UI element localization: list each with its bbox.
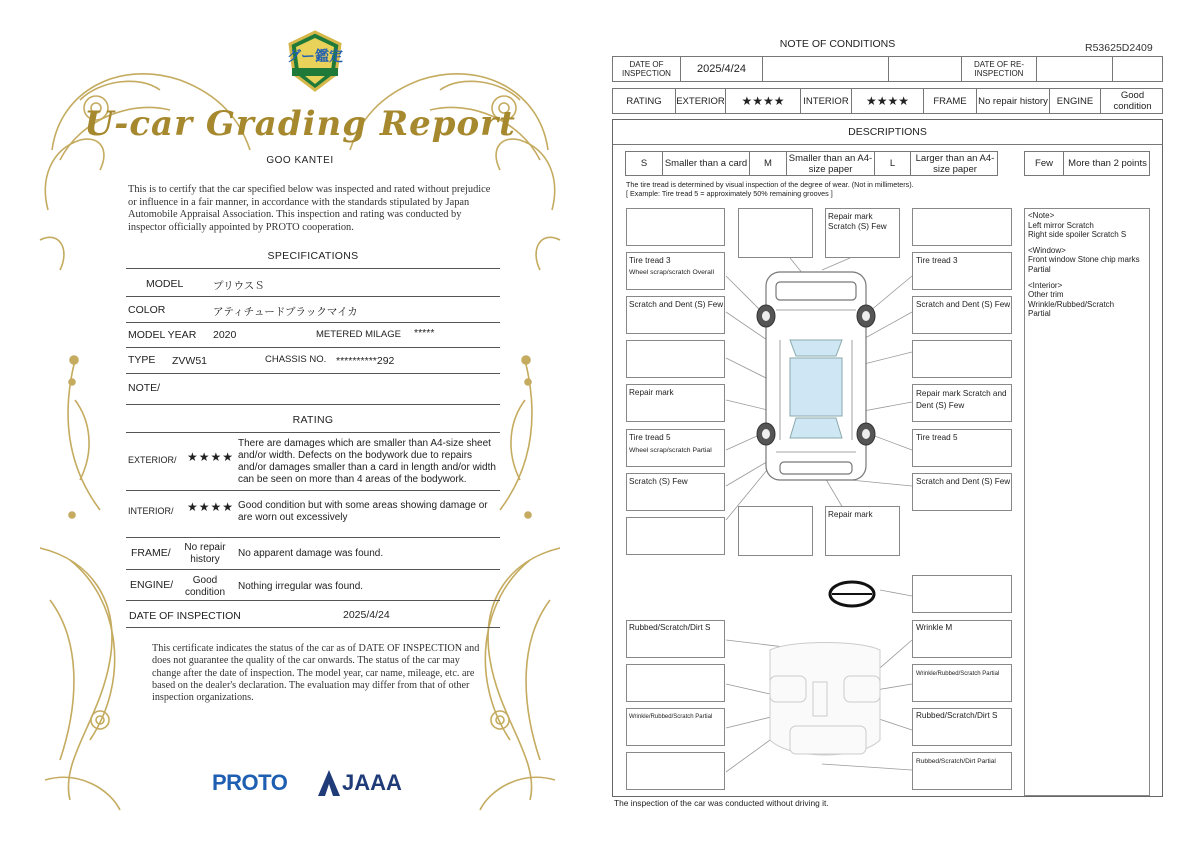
interior-note-right-3: Rubbed/Scratch/Dirt S <box>916 711 998 720</box>
damage-note-front: Repair mark Scratch (S) Few <box>828 212 887 231</box>
damage-note-front-left-tire: Tire tread 3 <box>629 256 671 265</box>
damage-note-front-right-tire: Tire tread 3 <box>916 256 958 265</box>
engine-label: ENGINE/ <box>130 579 174 591</box>
empty-cell <box>1113 57 1164 81</box>
date-of-inspection-value: 2025/4/24 <box>681 57 763 81</box>
goo-kantei-badge-icon <box>286 30 344 92</box>
date-of-inspection-label: DATE OF INSPECTION <box>613 57 681 81</box>
date-of-reinspection-value <box>1037 57 1113 81</box>
damage-note-left-5: Repair mark <box>629 388 674 397</box>
interior-label: INTERIOR/ <box>128 506 174 516</box>
rating-heading: RATING <box>292 414 334 426</box>
metered-mileage-value: ***** <box>414 327 435 339</box>
date-of-inspection-value: 2025/4/24 <box>343 609 390 621</box>
exterior-stars: ★★★★ <box>187 450 235 464</box>
date-of-reinspection-label: DATE OF RE-INSPECTION <box>962 57 1037 81</box>
interior-note-right-2: Wrinkle/Rubbed/Scratch Partial <box>916 671 1000 677</box>
damage-note-rear-left-wheel: Wheel scrap/scratch Partial <box>629 447 712 454</box>
model-year-label: MODEL YEAR <box>128 329 197 341</box>
divider <box>126 268 500 269</box>
damage-note-right-5: Repair mark Scratch and Dent (S) Few <box>916 389 1007 410</box>
damage-box <box>912 208 1012 246</box>
note-line: <Window> <box>1028 245 1066 255</box>
legend-m-text: Smaller than an A4-size paper <box>787 152 875 175</box>
inspection-footnote: The inspection of the car was conducted without driving it. <box>614 798 829 808</box>
jaaa-mark-icon <box>318 770 340 796</box>
legend-s: S <box>626 152 663 175</box>
interior-stars: ★★★★ <box>187 500 235 514</box>
disclaimer-text: This certificate indicates the status of the car as of DATE OF INSPECTION and does not guarantee the quality of the car onwards. The status of the car may change after the date of inspection. The model year, car name, mileage, etc. are based on the dealer's declaration. The evaluation may differ from that of other inspection organizations. <box>152 643 480 704</box>
tire-tread-note-line: The tire tread is determined by visual inspection of the degree of wear. (Not in millimeters). <box>626 180 914 189</box>
divider <box>126 322 500 323</box>
damage-box <box>626 664 725 702</box>
damage-note-front-left-wheel: Wheel scrap/scratch Overall <box>629 269 714 276</box>
damage-note-left-7: Scratch (S) Few <box>629 477 688 486</box>
damage-note-rear-right-tire: Tire tread 5 <box>916 433 958 442</box>
legend-s-text: Smaller than a card <box>663 152 750 175</box>
date-of-inspection-label: DATE OF INSPECTION <box>129 610 241 622</box>
frame-value: No repair history <box>184 542 226 565</box>
exterior-label: EXTERIOR <box>676 89 726 113</box>
divider <box>126 296 500 297</box>
damage-box <box>738 506 813 556</box>
type-value: ZVW51 <box>172 355 208 367</box>
interior-note-left-3: Wrinkle/Rubbed/Scratch Partial <box>629 714 713 720</box>
engine-description: Nothing irregular was found. <box>238 581 364 592</box>
engine-value: Good condition <box>1113 90 1152 112</box>
damage-box <box>626 208 725 246</box>
empty-cell <box>889 57 962 81</box>
color-label: COLOR <box>128 304 166 316</box>
note-line: Partial <box>1028 264 1051 274</box>
specifications-heading: SPECIFICATIONS <box>267 250 359 262</box>
damage-box <box>626 517 725 555</box>
damage-box <box>912 575 1012 613</box>
damage-box <box>626 752 725 790</box>
interior-description: Good condition but with some areas showing damage or are worn out excessively <box>238 500 488 523</box>
damage-box <box>912 340 1012 378</box>
note-line: Front window Stone chip marks <box>1028 255 1140 265</box>
legend-m: M <box>750 152 787 175</box>
legend-l-text: Larger than an A4-size paper <box>915 152 995 175</box>
frame-value: No repair history <box>977 89 1050 113</box>
color-value: アティチュードブラックマイカ <box>213 306 358 318</box>
note-line: <Note> <box>1028 211 1055 220</box>
damage-note-rear: Repair mark <box>828 510 873 519</box>
divider <box>126 432 500 433</box>
note-label: NOTE/ <box>128 382 161 394</box>
empty-cell <box>763 57 889 81</box>
rating-label: RATING <box>613 89 676 113</box>
damage-note-left-3: Scratch and Dent (S) Few <box>629 300 724 309</box>
divider <box>126 404 500 405</box>
size-legend <box>625 151 998 176</box>
divider <box>126 600 500 601</box>
engine-label: ENGINE <box>1050 89 1101 113</box>
chassis-value: **********292 <box>336 355 395 367</box>
note-line: Right side spoiler Scratch S <box>1028 230 1127 240</box>
exterior-stars: ★★★★ <box>726 89 801 113</box>
tire-tread-note-line: [ Example: Tire tread 5 = approximately 50% remaining grooves ] <box>626 189 833 198</box>
model-value: プリウスＳ <box>213 280 265 292</box>
legend-few-text: More than 2 points <box>1068 158 1147 169</box>
exterior-description: There are damages which are smaller than A4-size sheet and/or width. Defects on the bodywork due to repairs and/or damages smaller than a card in length and/or width can be seen on more than 4 areas of the bodywork. <box>238 438 496 485</box>
interior-stars: ★★★★ <box>852 89 924 113</box>
note-line: <Interior> <box>1028 280 1063 290</box>
chassis-label: CHASSIS NO. <box>265 354 327 365</box>
damage-note-right-3: Scratch and Dent (S) Few <box>916 300 1011 309</box>
damage-box <box>738 208 813 258</box>
divider <box>126 627 500 628</box>
model-label: MODEL <box>146 278 184 290</box>
interior-note-right-4: Rubbed/Scratch/Dirt Partial <box>916 758 996 765</box>
note-line: Partial <box>1028 309 1051 319</box>
divider <box>126 537 500 538</box>
metered-mileage-label: METERED MILAGE <box>316 329 401 340</box>
inspection-dates-row <box>612 56 1163 82</box>
interior-note-left-1: Rubbed/Scratch/Dirt S <box>629 623 711 632</box>
divider <box>126 490 500 491</box>
divider <box>126 347 500 348</box>
note-line: Left mirror Scratch <box>1028 220 1094 230</box>
interior-label: INTERIOR <box>801 89 852 113</box>
frame-label: FRAME/ <box>131 547 171 559</box>
legend-few: Few <box>1025 152 1064 175</box>
engine-value: Good condition <box>184 575 226 598</box>
report-id: R53625D2409 <box>1085 42 1153 54</box>
rating-row <box>612 88 1163 114</box>
note-title: NOTE OF CONDITIONS <box>779 38 896 50</box>
certification-statement: This is to certify that the car specified below was inspected and rated without prejudice or influence in a fair manner, in accordance with the standards stipulated by Japan Automobile Appraisal Association. This inspection and rating was conducted by inspector officially appointed by PROTO cooperation. <box>128 184 491 233</box>
note-line: Wrinkle/Rubbed/Scratch <box>1028 299 1115 309</box>
divider <box>126 373 500 374</box>
badge-label: グー鑑定 <box>287 49 343 65</box>
report-subtitle: GOO KANTEI <box>266 155 334 166</box>
model-year-value: 2020 <box>213 329 237 341</box>
exterior-label: EXTERIOR/ <box>128 455 177 465</box>
few-legend <box>1024 151 1150 176</box>
tire-tread-note <box>626 180 914 198</box>
report-title: U-car Grading Report <box>84 104 516 144</box>
interior-note-right-1: Wrinkle M <box>916 623 953 632</box>
notes-column <box>1024 208 1150 796</box>
type-label: TYPE <box>128 354 156 366</box>
descriptions-heading: DESCRIPTIONS <box>613 120 1162 145</box>
divider <box>126 569 500 570</box>
note-line: Other trim <box>1028 290 1064 300</box>
frame-label: FRAME <box>924 89 977 113</box>
frame-description: No apparent damage was found. <box>238 548 384 559</box>
legend-l: L <box>875 152 911 175</box>
damage-note-rear-left-tire: Tire tread 5 <box>629 433 671 442</box>
proto-logo: PROTO <box>212 770 288 795</box>
damage-note-right-7: Scratch and Dent (S) Few <box>916 477 1011 486</box>
damage-box <box>626 340 725 378</box>
jaaa-logo: JAAA <box>342 770 402 795</box>
